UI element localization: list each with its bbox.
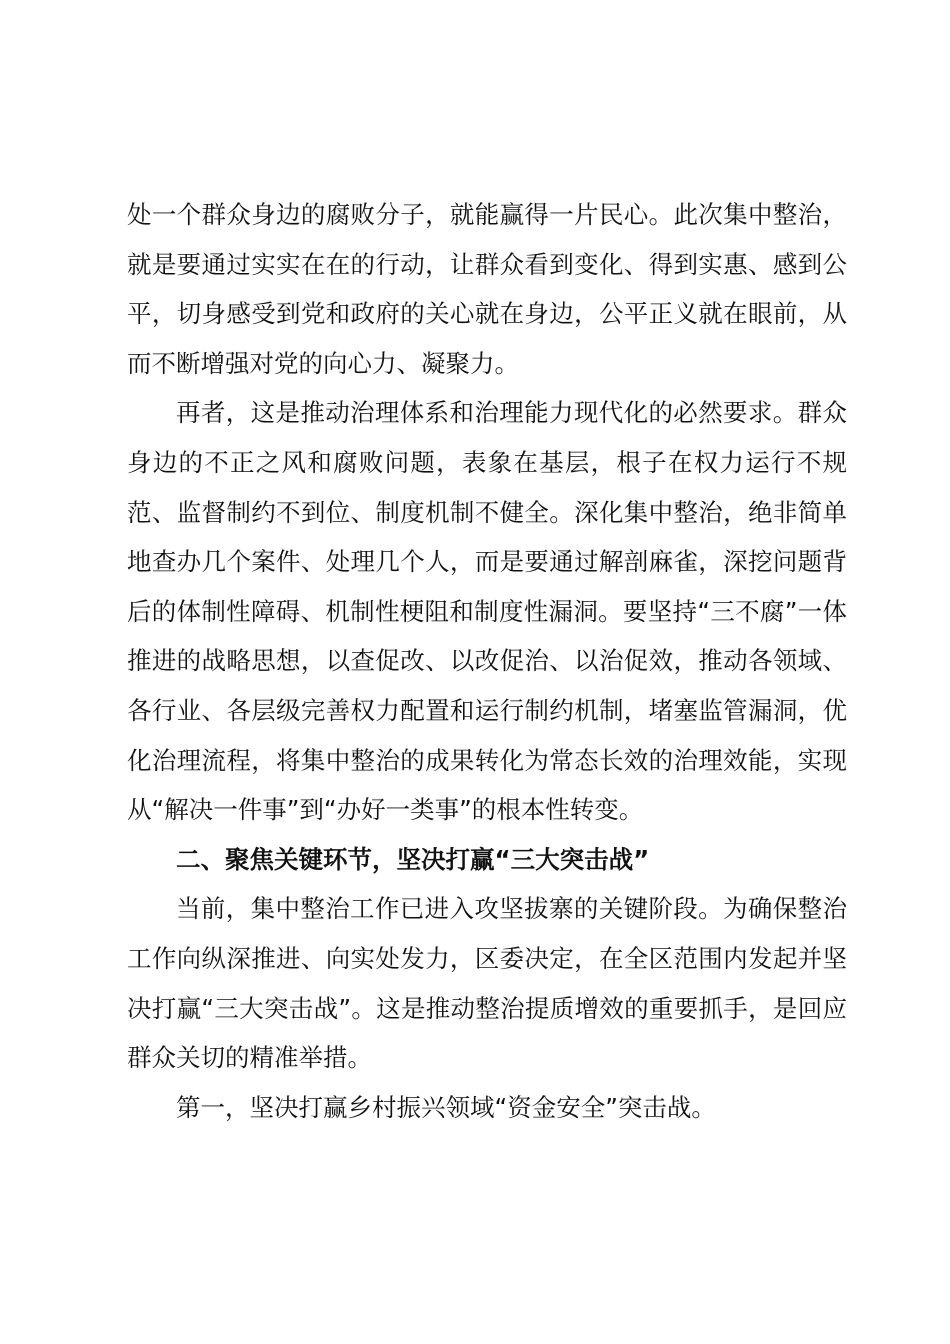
document-body (127, 190, 847, 1132)
paragraph-continuation: 处一个群众身边的腐败分子，就能赢得一片民心。此次集中整治，就是要通过实实在在的行动，让群众看到变化、得到实惠、感到公平，切身感受到党和政府的关心就在身边，公平正义就在眼前，从而不断增强对党的向心力、凝聚力。 (127, 200, 847, 378)
paragraph-first-battle: 第一，坚决打赢乡村振兴领域“资金安全”突击战。 (176, 1092, 716, 1122)
paragraph-governance: 再者，这是推动治理体系和治理能力现代化的必然要求。群众身边的不正之风和腐败问题，表象在基层，根子在权力运行不规范、监督制约不到位、制度机制不健全。深化集中整治，绝非简单地查办几个案件、处理几个人，而是要通过解剖麻雀，深挖问题背后的体制性障碍、机制性梗阻和制度性漏洞。要坚持“三不腐”一体推进的战略思想，以查促改、以改促治、以治促效，推动各领域、各行业、各层级完善权力配置和运行制约机制，堵塞监管漏洞，优化治理流程，将集中整治的成果转化为常态长效的治理效能，实现从“解决一件事”到“办好一类事”的根本性转变。 (127, 398, 847, 825)
section-heading: 二、聚焦关键环节，坚决打赢“三大突击战” (176, 844, 650, 874)
paragraph-current-stage: 当前，集中整治工作已进入攻坚拔寨的关键阶段。为确保整治工作向纵深推进、向实处发力，区委决定，在全区范围内发起并坚决打赢“三大突击战”。这是推动整治提质增效的重要抓手，是回应群众关切的精准举措。 (127, 894, 847, 1073)
